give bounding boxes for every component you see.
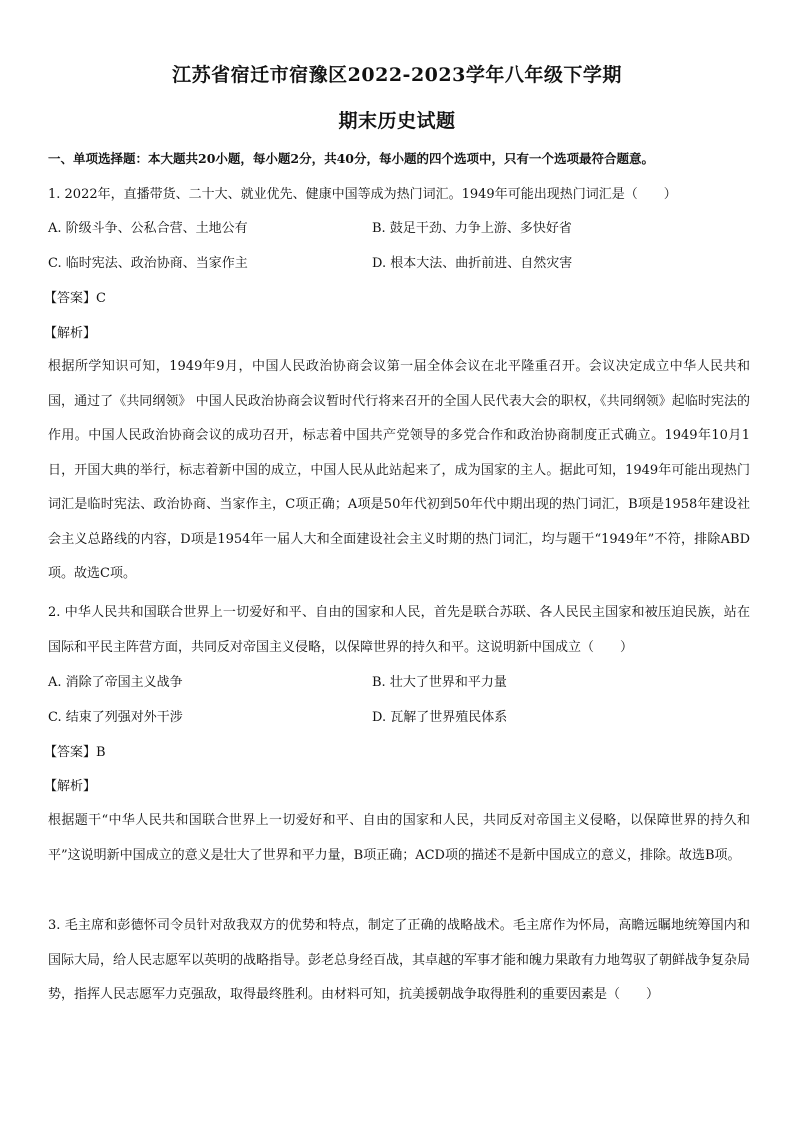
question-2-option-a: A. 消除了帝国主义战争 xyxy=(48,675,183,690)
question-1-stem: 1. 2022年，直播带货、二十大、就业优先、健康中国等成为热门词汇。1949年可能出现热门词汇是（ ） xyxy=(48,187,677,202)
question-2-analysis: 根据题干“中华人民共和国联合世界上一切爱好和平、自由的国家和人民，共同反对帝国主义侵略，以保障世界的持久和平”这说明新中国成立的意义是壮大了世界和平力量，B项正确；ACD项的描述不是新中国成立的意义，排除。故选B项。 xyxy=(48,813,750,863)
question-2-answer: 【答案】B xyxy=(44,745,106,760)
question-1-option-d: D. 根本大法、曲折前进、自然灾害 xyxy=(372,256,573,271)
question-1-answer: 【答案】C xyxy=(44,291,106,306)
section-heading: 一、单项选择题：本大题共20小题，每小题2分，共40分，每小题的四个选项中，只有一个选项最符合题意。 xyxy=(48,151,654,166)
question-2-option-c: C. 结束了列强对外干涉 xyxy=(48,710,183,725)
question-2-option-d: D. 瓦解了世界殖民体系 xyxy=(372,710,508,725)
question-2-stem: 2. 中华人民共和国联合世界上一切爱好和平、自由的国家和人民，首先是联合苏联、各人民民主国家和被压迫民族，站在国际和平民主阵营方面，共同反对帝国主义侵略，以保障世界的持久和平。这说明新中国成立（ ） xyxy=(48,605,750,655)
question-1-option-c: C. 临时宪法、政治协商、当家作主 xyxy=(48,256,248,271)
question-1-option-a: A. 阶级斗争、公私合营、土地公有 xyxy=(48,221,248,236)
exam-subtitle: 期末历史试题 xyxy=(338,110,456,132)
question-3-stem: 3. 毛主席和彭德怀司令员针对敌我双方的优势和特点，制定了正确的战略战术。毛主席作为怀局，高瞻远瞩地统筹国内和国际大局，给人民志愿军以英明的战略指导。彭老总身经百战，其卓越的军事才能和魄力果敢有力地驾驭了朝鲜战争复杂局势，指挥人民志愿军力克强敌，取得最终胜利。由材料可知，抗美援朝战争取得胜利的重要因素是（ ） xyxy=(48,918,751,1002)
question-1-option-b: B. 鼓足干劲、力争上游、多快好省 xyxy=(372,221,572,236)
exam-title: 江苏省宿迁市宿豫区2022-2023学年八年级下学期 xyxy=(172,64,622,86)
question-1-analysis: 根据所学知识可知，1949年9月，中国人民政治协商会议第一届全体会议在北平隆重召开。会议决定成立中华人民共和国，通过了《共同纲领》 中国人民政治协商会议暂时代行将来召开的全国人民代表大会的职权，《共同纲领》起临时宪法的作用。中国人民政治协商会议的成功召开，标志着中国共产党领导的多党合作和政治协商制度正式确立。1949年10月1日，开国大典的举行，标志着新中国的成立，中国人民从此站起来了，成为国家的主人。据此可知，1949年可能出现热门词汇是临时宪法、政治协商、当家作主，C项正确；A项是50年代初到50年代中期出现的热门词汇，B项是1958年建设社会主义总路线的内容，D项是1954年一届人大和全面建设社会主义时期的热门词汇，均与题干“1949年”不符，排除ABD项。故选C项。 xyxy=(48,359,750,581)
question-2-analysis-label: 【解析】 xyxy=(44,779,97,794)
question-2-option-b: B. 壮大了世界和平力量 xyxy=(372,675,507,690)
question-1-analysis-label: 【解析】 xyxy=(44,326,97,341)
